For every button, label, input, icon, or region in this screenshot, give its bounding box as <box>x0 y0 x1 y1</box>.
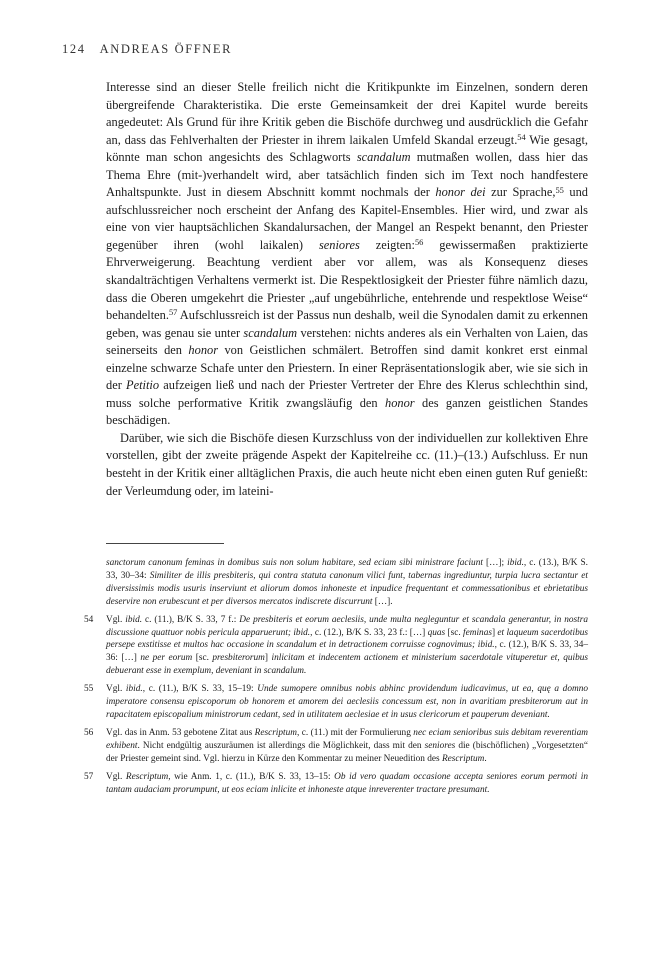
italic-text: Similiter de illis presbiteris, qui contra statuta canonum vilici funt, tabernas ingrediuntur, turpia lucra sectantur et diversissimis modis usuris inserviunt et aliorum domos inhoneste et inpudice frequentant et commessationibus et ebrietatibus deservire non erubescunt et per diversos mercatos indiscrete discurrunt <box>106 570 588 607</box>
text-run: , c. (12.), B/K S. 33, 34–36: […] <box>106 640 588 664</box>
footnote-text <box>106 684 588 720</box>
text-run: Wie gesagt, könnte man schon angesichts des Schlagworts <box>106 132 588 165</box>
text-run: […]. <box>372 596 393 607</box>
italic-text: scandalum <box>356 150 411 165</box>
paragraph-2 <box>106 430 588 500</box>
italic-text: honor <box>188 343 219 358</box>
italic-text: presbiterorum <box>212 653 265 664</box>
italic-text: ibid. <box>125 684 143 695</box>
italic-text: Unde sumopere omnibus nobis abhinc providendum iudicavimus, ut ea, quę a domno imperatore consensu episcoporum ob honorem et amorem dei aeclesiis concessum est, non in avaritiam presbiterorum aut in rapacitatem episcopalium ministrorum cedant, sed in utilitatem aeclesiae et in usus clericorum et pauperum deveniant. <box>106 684 588 720</box>
italic-text: et laqueum sacerdotibus persepe exstitisse et multos hac occasione in scandalum et in detractionem corruisse cognovimus; ibid. <box>106 627 589 651</box>
text-run: und aufschlussreicher noch erscheint der Anfang des Kapitel-Ensembles. Hier wird, und zwar als eine von vier hauptsächlichen Skandalursachen, der Mangel an Respekt benannt, den Priester gegenüber ihren (wohl laikalen) <box>106 185 588 252</box>
text-run: ] <box>491 627 498 638</box>
text-run: ] <box>264 653 272 664</box>
text-run: Vgl. das in Anm. 53 gebotene Zitat aus <box>106 727 255 738</box>
footnote-reference: 54 <box>517 131 526 142</box>
italic-text: Rescriptum <box>254 727 297 738</box>
italic-text: sanctorum canonum feminas in domibus suis non solum habitare, sed eciam sibi ministrare faciunt <box>106 558 483 568</box>
text-run: zur Sprache, <box>485 185 556 200</box>
text-run: gewissermaßen praktizierte Ehrverweigerung. Beachtung verdient aber vor allem, was als Konsequenz dieses skandalträchtigen Verhaltens vermerkt ist. Die Respektlosigkeit der Priester führe nämlich dazu, dass die Oberen umgekehrt die Priester „auf ungebührliche, entehrende und respektlose Weise“ behandelten. <box>106 237 588 323</box>
text-run: , wie Anm. 1, c. (11.), B/K S. 33, 13–15: <box>168 771 335 782</box>
italic-text: seniores <box>318 237 360 252</box>
footnote-text <box>106 615 588 677</box>
text-run: , c. (11.), B/K S. 33, 15–19: <box>142 684 258 695</box>
text-run: [sc. <box>192 653 213 664</box>
text-run: zeigten: <box>359 237 415 252</box>
footnote-reference: 56 <box>414 237 424 248</box>
footnotes <box>84 557 589 801</box>
paragraph-1 <box>106 79 588 430</box>
footnote-text <box>106 772 588 795</box>
footnote-continuation <box>106 557 588 609</box>
footnote-number: 54 <box>84 614 94 625</box>
italic-text: inlicitam et indecentem actionem et ministerium sacerdotale vituperetur et, quibus debuerant esse in exemplum, deveniant in scandalum. <box>106 653 588 677</box>
text-run: Aufschlussreich ist der Passus nun deshalb, weil die Synodalen damit zu erkennen geben, was genau sie unter <box>106 308 588 340</box>
italic-text: ibid. <box>125 614 143 625</box>
text-run: […]; <box>482 558 508 568</box>
footnote-separator <box>106 543 224 544</box>
footnote-54 <box>84 614 589 679</box>
text-run: Darüber, wie sich die Bischöfe diesen Kurzschluss von der individuellen zur kollektiven Ehre vorstellen, gibt der zweite prägende Aspekt der Kapitelreihe cc. (11.)–(13.) Aufschluss. Er nun besteht in der Kritik einer alltäglichen Praxis, die auch heute nicht eben einen guten Ruf genießt: der Verleumdung oder, im lateini- <box>106 430 588 498</box>
italic-text: nec eciam senioribus suis debitam reverentiam exhibent <box>106 727 588 751</box>
text-run: Vgl. <box>106 614 126 625</box>
italic-text: ne per eorum <box>140 653 193 664</box>
text-run: . <box>484 753 487 764</box>
italic-text: scandalum <box>243 325 298 340</box>
text-run: , c. (12.), B/K S. 33, 23 f.: […] <box>310 627 428 638</box>
text-run: die (bischöflichen) „Vorgesetzten“ der Priester gemeint sind. Vgl. hierzu in Kürze den Kommentar zu meiner Neuedition des <box>106 740 588 764</box>
italic-text: Ob id vero quadam occasione accepta seniores eorum permoti in tantam audaciam prorumpunt, ut eos eciam inlicite et inhoneste atque inreverenter tractare presumant. <box>106 771 588 795</box>
footnote-57 <box>84 771 588 797</box>
text-run: [sc. <box>445 627 464 638</box>
author-name: ANDREAS ÖFFNER <box>99 42 233 56</box>
text-run: aufzeigen ließ und nach der Priester Vertreter der Ehre des Klerus schlechthin sind, muss solche performative Kritik zwangsläufig den <box>106 378 588 410</box>
italic-text: honor <box>385 395 415 410</box>
text-run: Interesse sind an dieser Stelle freilich nicht die Kritikpunkte im Einzelnen, sondern deren übergreifende Charakteristika. Die erste Gemeinsamkeit der drei Kapitel wurde bereits angedeutet: Als Grund für ihre Kritik geben die Bischöfe durchweg und ausdrücklich die Gefahr an, dass das Fehlverhalten der Priester in ihrem laikalen Umfeld Skandal erzeugt. <box>106 80 588 147</box>
italic-text: Petitio <box>126 378 160 393</box>
italic-text: De presbiteris et eorum aeclesiis, unde multa negleguntur et scandala generantur, in nostra discussione quattuor nobis pericula apparuerunt; ibid. <box>106 614 588 638</box>
italic-text: Rescriptum <box>125 771 169 782</box>
running-head <box>62 42 232 57</box>
text-run: , c. (11.) mit der Formulierung <box>297 727 414 738</box>
footnote-number: 57 <box>84 771 94 782</box>
italic-text: quas <box>427 627 446 638</box>
text-run: des ganzen geistlichen Standes beschädigen. <box>106 395 588 428</box>
italic-text: Rescriptum <box>441 753 485 764</box>
italic-text: honor dei <box>435 185 486 200</box>
text-run: . Nicht endgültig auszuräumen ist allerdings die Möglichkeit, dass mit den <box>137 740 425 751</box>
footnote-number: 56 <box>84 727 94 738</box>
text-run: verstehen: nichts anderes als ein Verhalten von Laien, das seinerseits den <box>106 325 589 358</box>
italic-text: seniores <box>424 740 456 751</box>
text-run: mutmaßen wollen, dass hier das Thema Ehre (mit-)verhandelt wird, aber tatsächlich finden sich im Text noch handfestere Anhaltspunkte. Just in diesem Abschnitt kommt nochmals der <box>106 150 589 200</box>
page-number: 124 <box>62 42 86 56</box>
italic-text: feminas <box>463 627 492 638</box>
footnote-55 <box>84 683 588 722</box>
text-run: , c. (13.), B/K S. 33, 30–34: <box>106 558 588 581</box>
footnote-number: 55 <box>84 684 94 695</box>
text-run: Vgl. <box>106 684 126 695</box>
footnote-text <box>106 728 588 764</box>
text-run: c. (11.), B/K S. 33, 7 f.: <box>142 614 240 625</box>
footnote-56 <box>84 727 588 766</box>
footnote-reference: 55 <box>555 184 564 195</box>
italic-text: ibid. <box>507 558 524 568</box>
footnote-reference: 57 <box>168 307 178 318</box>
text-run: Vgl. <box>106 771 126 782</box>
main-text <box>106 79 588 500</box>
text-run: von Geistlichen schmälert. Betroffen sind damit konkret erst einmal einzelne schwarze Schafe unter den Priestern. In einer Repräsentationslogik aber, wie sie sich in der <box>106 343 588 393</box>
